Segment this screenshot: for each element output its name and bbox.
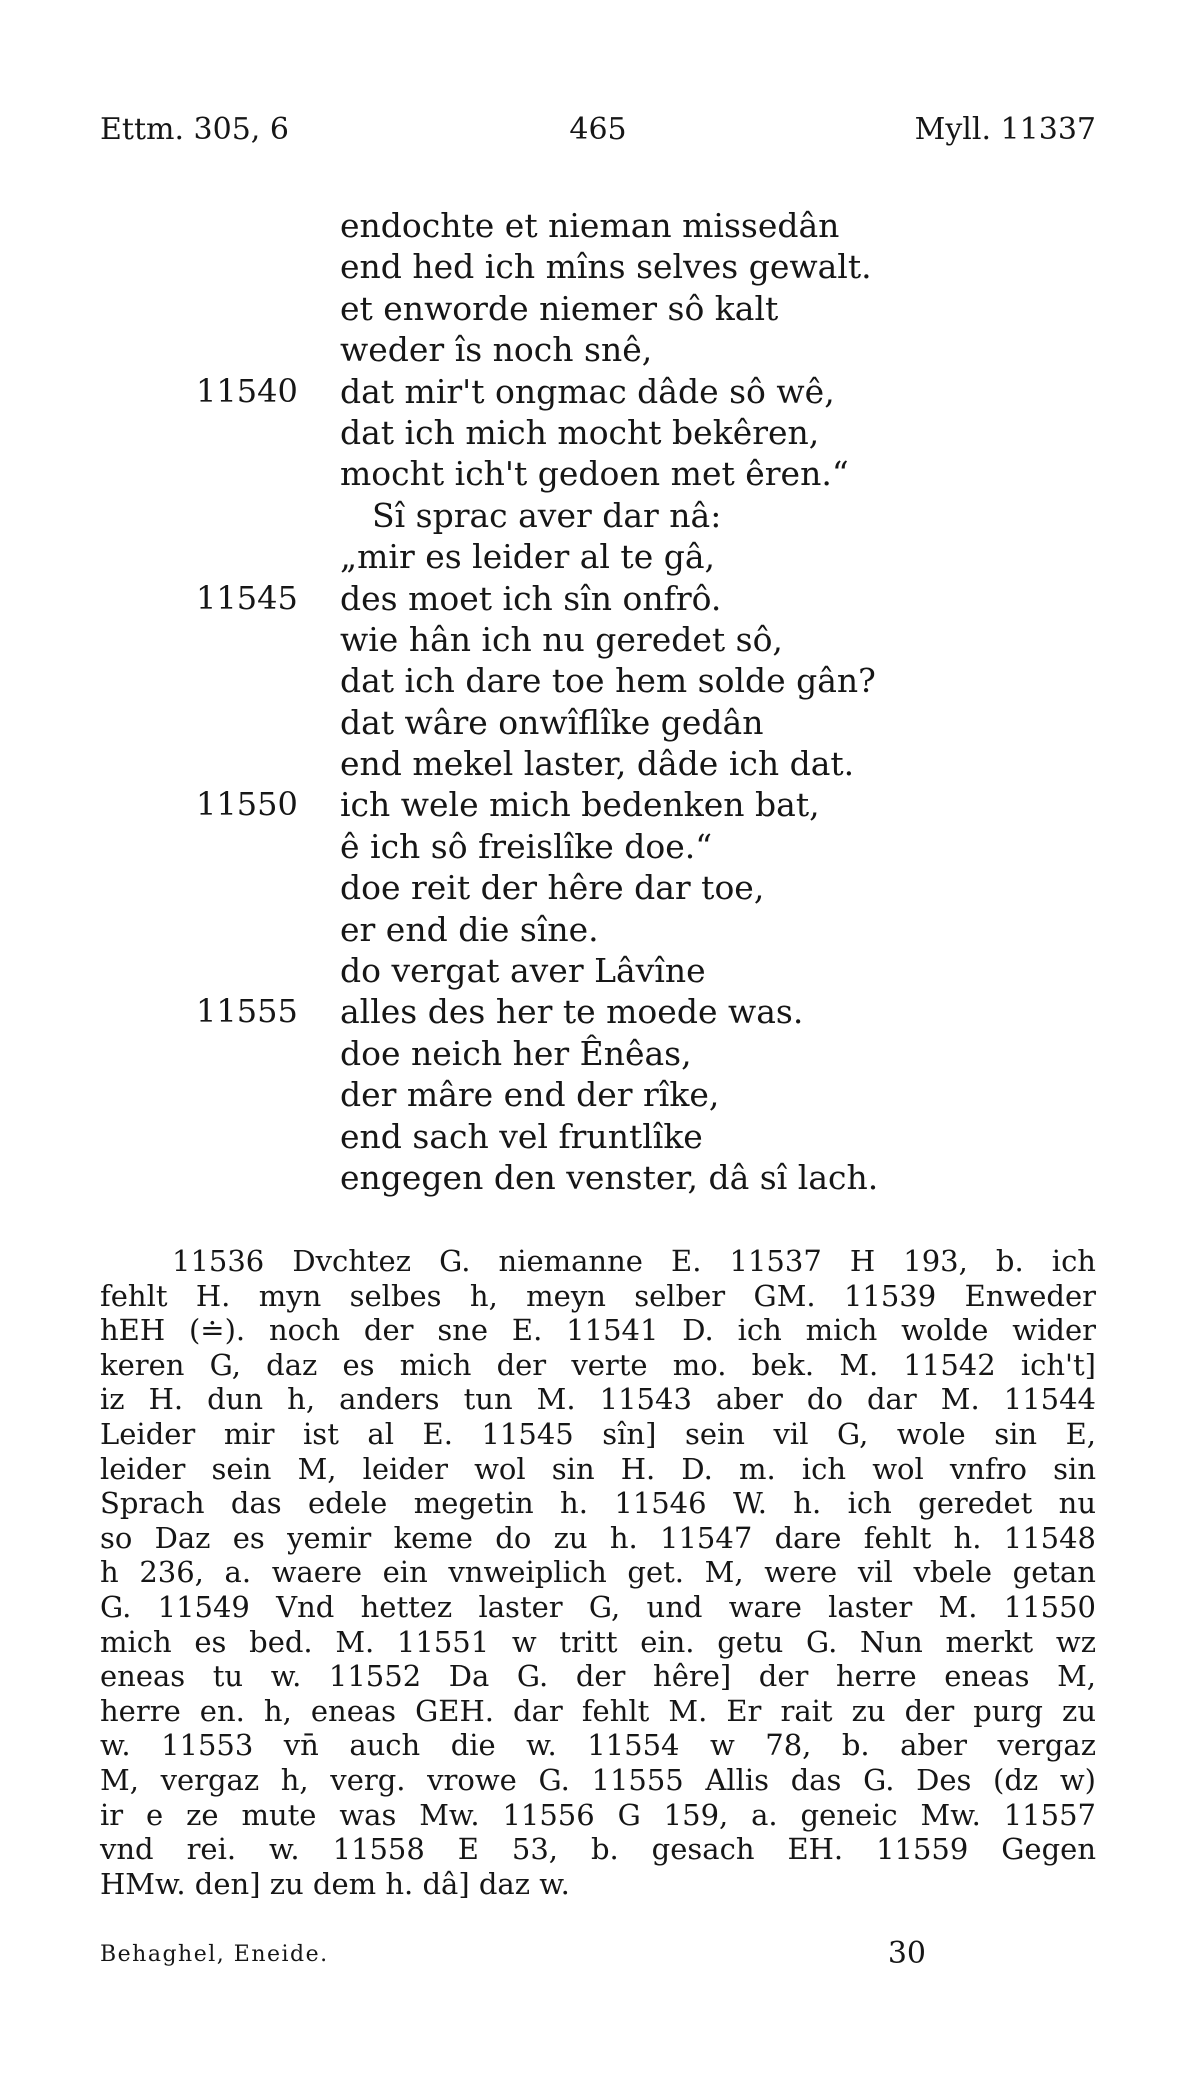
verse-line-text: end mekel laster, dâde ich dat.: [340, 744, 855, 784]
apparatus-line: eneas tu w. 11552 Da G. der hêre] der herre eneas M,: [100, 1659, 1096, 1694]
footer-signature: Behaghel, Eneide.: [100, 1942, 329, 1967]
verse-line-text: des moet ich sîn onfrô.: [340, 578, 722, 618]
verse-line: [100, 619, 1100, 660]
verse-line-text: engegen den venster, dâ sî lach.: [340, 1157, 879, 1197]
verse-line-text: weder îs noch snê,: [340, 330, 653, 370]
line-number: 11540: [196, 371, 298, 410]
verse-line: [100, 371, 1100, 412]
verse-line: [100, 205, 1100, 246]
verse-line: [100, 246, 1100, 287]
verse-line: [100, 660, 1100, 701]
header-left-reference: Ettm. 305, 6: [100, 112, 289, 147]
page-number: 465: [569, 112, 627, 147]
verse-line: [100, 329, 1100, 370]
verse-line: [100, 578, 1100, 619]
verse-text: [100, 205, 1100, 1198]
apparatus-line: h 236, a. waere ein vnweiplich get. M, were vil vbele getan: [100, 1555, 1096, 1590]
apparatus-line: w. 11553 vn̄ auch die w. 11554 w 78, b. aber vergaz: [100, 1728, 1096, 1763]
verse-line: [100, 412, 1100, 453]
verse-line-text: endochte et nieman missedân: [340, 206, 840, 245]
verse-line: [100, 1157, 1100, 1198]
verse-line-text: doe reit der hêre dar toe,: [340, 868, 765, 908]
verse-line-text: ê ich sô freislîke doe.“: [340, 826, 713, 866]
verse-line: [100, 288, 1100, 329]
verse-line: [100, 950, 1100, 991]
page-header: [100, 112, 1096, 152]
verse-line-text: er end die sîne.: [340, 909, 599, 949]
verse-line: [100, 784, 1100, 825]
page-footer: [100, 1936, 1096, 1976]
critical-apparatus: [100, 1244, 1096, 1901]
verse-line-text: mocht ich't gedoen met êren.“: [340, 454, 849, 494]
verse-line-text: doe neich her Ênêas,: [340, 1033, 692, 1073]
apparatus-line: mich es bed. M. 11551 w tritt ein. getu G. Nun merkt wz: [100, 1624, 1096, 1659]
verse-line-text: „mir es leider al te gâ,: [340, 537, 716, 577]
verse-line: [100, 702, 1100, 743]
line-number: 11545: [196, 578, 298, 617]
verse-line-text: dat wâre onwîflîke gedân: [340, 702, 764, 742]
apparatus-line: so Daz es yemir keme do zu h. 11547 dare fehlt h. 11548: [100, 1520, 1096, 1555]
apparatus-line: leider sein M, leider wol sin H. D. m. ich wol vnfro sin: [100, 1451, 1096, 1486]
verse-line-text: end hed ich mîns selves gewalt.: [340, 247, 872, 287]
verse-line: [100, 495, 1100, 536]
apparatus-line: keren G, daz es mich der verte mo. bek. M. 11542 ich't]: [100, 1347, 1096, 1382]
apparatus-line: hEH (≐). noch der sne E. 11541 D. ich mich wolde wider: [100, 1313, 1096, 1348]
verse-line-text: der mâre end der rîke,: [340, 1075, 720, 1115]
verse-line-text: dat ich dare toe hem solde gân?: [340, 661, 876, 701]
apparatus-line: ir e ze mute was Mw. 11556 G 159, a. geneic Mw. 11557: [100, 1797, 1096, 1832]
verse-line: [100, 826, 1100, 867]
apparatus-line: iz H. dun h, anders tun M. 11543 aber do dar M. 11544: [100, 1382, 1096, 1417]
verse-line: [100, 536, 1100, 577]
verse-line: [100, 1033, 1100, 1074]
verse-line-text: end sach vel fruntlîke: [340, 1116, 703, 1156]
apparatus-line: 11536 Dvchtez G. niemanne E. 11537 H 193, b. ich: [172, 1244, 1096, 1278]
verse-line-text: Sî sprac aver dar nâ:: [372, 495, 722, 535]
verse-line: [100, 991, 1100, 1032]
verse-line: [100, 743, 1100, 784]
verse-line-text: ich wele mich bedenken bat,: [340, 785, 820, 825]
apparatus-line: fehlt H. myn selbes h, meyn selber GM. 11539 Enweder: [100, 1278, 1096, 1313]
apparatus-line: HMw. den] zu dem h. dâ] daz w.: [100, 1866, 570, 1901]
apparatus-line: Sprach das edele megetin h. 11546 W. h. ich geredet nu: [100, 1486, 1096, 1521]
verse-line-text: alles des her te moede was.: [340, 992, 804, 1032]
line-number: 11550: [196, 785, 298, 824]
verse-line-text: dat ich mich mocht bekêren,: [340, 412, 820, 452]
apparatus-line: vnd rei. w. 11558 E 53, b. gesach EH. 11559 Gegen: [100, 1832, 1096, 1867]
verse-line: [100, 909, 1100, 950]
verse-line-text: do vergat aver Lâvîne: [340, 951, 706, 991]
verse-line-text: wie hân ich nu geredet sô,: [340, 619, 783, 659]
verse-line: [100, 1116, 1100, 1157]
verse-line: [100, 867, 1100, 908]
verse-line: [100, 453, 1100, 494]
apparatus-line: herre en. h, eneas GEH. dar fehlt M. Er rait zu der purg zu: [100, 1693, 1096, 1728]
verse-line-text: et enworde niemer sô kalt: [340, 288, 779, 328]
header-right-reference: Myll. 11337: [914, 112, 1096, 147]
apparatus-line: M, vergaz h, verg. vrowe G. 11555 Allis das G. Des (dz w): [100, 1762, 1096, 1797]
line-number: 11555: [196, 992, 298, 1031]
verse-line: [100, 1074, 1100, 1115]
apparatus-line: Leider mir ist al E. 11545 sîn] sein vil G, wole sin E,: [100, 1416, 1096, 1451]
signature-mark: 30: [887, 1936, 926, 1971]
verse-line-text: dat mir't ongmac dâde sô wê,: [340, 371, 835, 411]
apparatus-line: G. 11549 Vnd hettez laster G, und ware laster M. 11550: [100, 1589, 1096, 1624]
